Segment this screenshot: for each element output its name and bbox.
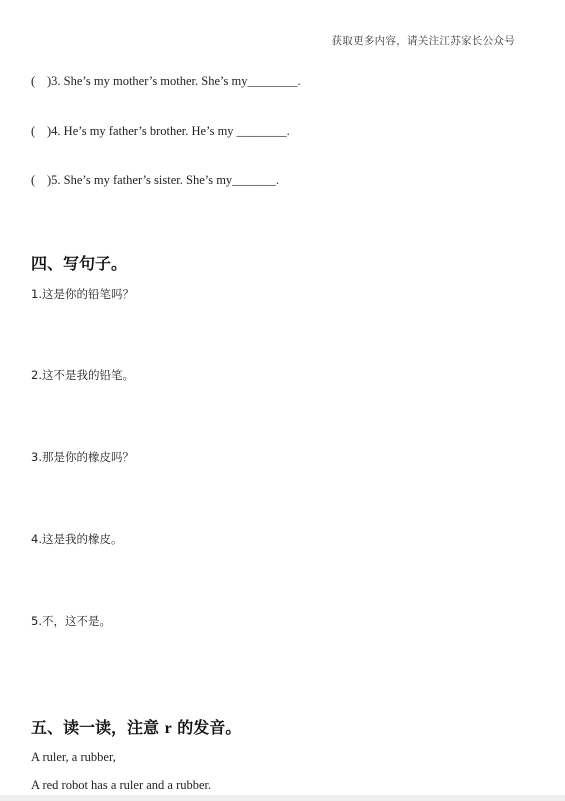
- section-5-title-prefix: 五、读一读，注意: [31, 718, 165, 737]
- question-4: [31, 124, 290, 139]
- question-5: [31, 173, 279, 188]
- sentence-item-4: 4.这是我的橡皮。: [31, 532, 123, 546]
- sentence-item-3: 3.那是你的橡皮吗？: [31, 450, 134, 464]
- sentence-item-1: 1.这是你的铅笔吗？: [31, 287, 134, 301]
- sentence-item-5: 5.不，这不是。: [31, 614, 111, 628]
- bottom-scroll-edge: [0, 795, 565, 801]
- question-3: [31, 74, 301, 89]
- question-text: )5. She’s my father’s sister. She’s my_______.: [47, 173, 280, 187]
- section-5-title: [31, 715, 241, 738]
- answer-paren[interactable]: (: [31, 74, 36, 88]
- section-5-title-letter: r: [164, 720, 172, 737]
- question-text: )3. She’s my mother’s mother. She’s my________.: [47, 74, 301, 88]
- question-text: )4. He’s my father’s brother. He’s my ________.: [47, 124, 290, 138]
- answer-paren[interactable]: (: [31, 124, 36, 138]
- sentence-item-2: 2.这不是我的铅笔。: [31, 368, 134, 382]
- header-note: 获取更多内容，请关注江苏家长公众号: [331, 35, 515, 47]
- reading-line-1: A ruler, a rubber,: [31, 750, 116, 764]
- answer-paren[interactable]: (: [31, 173, 36, 187]
- section-4-title: 四、写句子。: [31, 254, 128, 273]
- section-5-title-suffix: 的发音。: [171, 718, 242, 737]
- reading-line-2: A red robot has a ruler and a rubber.: [31, 778, 212, 792]
